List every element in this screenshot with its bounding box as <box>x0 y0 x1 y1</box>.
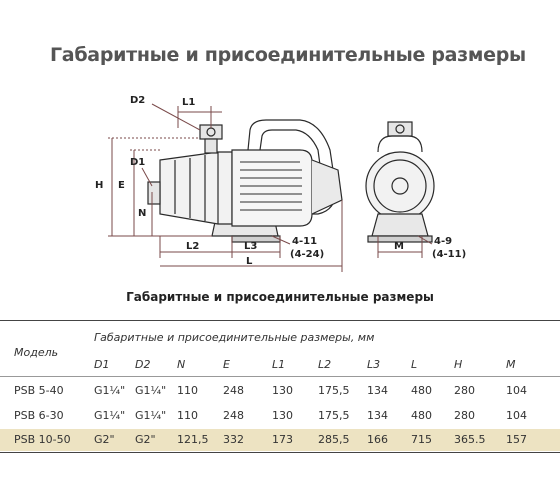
label-e: E <box>118 180 125 191</box>
page-title: Габаритные и присоединительные размеры <box>50 44 526 66</box>
label-l2: L2 <box>186 241 200 252</box>
fan-cover <box>312 160 342 214</box>
col-header-l: L <box>411 358 418 371</box>
model-header: Модель <box>14 346 59 359</box>
cell-l: 715 <box>411 433 432 446</box>
cell-d1: G1¼" <box>94 409 126 422</box>
col-header-l2: L2 <box>318 358 332 371</box>
cell-model: PSB 5-40 <box>14 384 64 397</box>
cell-l: 480 <box>411 409 432 422</box>
col-header-m: M <box>506 358 516 371</box>
cell-e: 248 <box>223 384 244 397</box>
label-hole-front-2: (4-11) <box>432 249 467 260</box>
cell-l1: 173 <box>272 433 293 446</box>
cell-d2: G1¼" <box>135 409 167 422</box>
table-column-header-row <box>0 358 560 374</box>
table-top-rule <box>0 320 560 321</box>
col-header-d2: D2 <box>135 358 151 371</box>
cell-n: 110 <box>177 384 198 397</box>
cell-m: 104 <box>506 384 527 397</box>
label-hole-front-1: 4-9 <box>434 236 453 247</box>
cell-e: 332 <box>223 433 244 446</box>
label-l1: L1 <box>182 97 196 108</box>
front-top-nozzle <box>388 122 412 136</box>
cell-l1: 130 <box>272 384 293 397</box>
cell-m: 157 <box>506 433 527 446</box>
col-header-l3: L3 <box>367 358 381 371</box>
label-m: M <box>394 241 404 252</box>
cell-l3: 134 <box>367 384 388 397</box>
cell-l2: 285,5 <box>318 433 350 446</box>
col-header-l1: L1 <box>272 358 286 371</box>
label-hole-side-2: (4-24) <box>290 249 325 260</box>
label-n: N <box>138 208 147 219</box>
col-header-n: N <box>177 358 186 371</box>
col-header-e: E <box>223 358 230 371</box>
cell-d2: G1¼" <box>135 384 167 397</box>
cell-l1: 130 <box>272 409 293 422</box>
cell-m: 104 <box>506 409 527 422</box>
col-header-d1: D1 <box>94 358 110 371</box>
cell-e: 248 <box>223 409 244 422</box>
table-row <box>0 409 560 425</box>
motor-body <box>232 150 312 226</box>
table-row <box>0 384 560 400</box>
col-header-h: H <box>454 358 463 371</box>
cell-h: 280 <box>454 384 475 397</box>
cell-d1: G2" <box>94 433 115 446</box>
suction-nozzle <box>148 182 160 204</box>
front-motor-circle <box>366 152 434 220</box>
label-h: H <box>95 180 104 191</box>
table-group-header-row <box>0 331 560 347</box>
label-d2: D2 <box>130 95 146 106</box>
label-hole-side-1: 4-11 <box>292 236 318 247</box>
cell-h: 365.5 <box>454 433 486 446</box>
cell-n: 110 <box>177 409 198 422</box>
cell-l3: 166 <box>367 433 388 446</box>
cell-l2: 175,5 <box>318 409 350 422</box>
cell-l2: 175,5 <box>318 384 350 397</box>
label-l3: L3 <box>244 241 258 252</box>
group-header: Габаритные и присоединительные размеры, мм <box>94 331 375 344</box>
cell-l: 480 <box>411 384 432 397</box>
label-d1: D1 <box>130 157 146 168</box>
table-row-highlighted <box>0 429 560 451</box>
table-header-rule <box>0 376 560 377</box>
front-base <box>372 214 428 236</box>
label-l: L <box>246 256 253 267</box>
cell-d1: G1¼" <box>94 384 126 397</box>
cell-model: PSB 10-50 <box>14 433 71 446</box>
cell-h: 280 <box>454 409 475 422</box>
pump-housing <box>160 152 232 224</box>
table-title: Габаритные и присоединительные размеры <box>126 290 434 304</box>
table-bottom-rule <box>0 452 560 453</box>
cell-model: PSB 6-30 <box>14 409 64 422</box>
cell-l3: 134 <box>367 409 388 422</box>
front-handle <box>378 136 422 152</box>
cell-d2: G2" <box>135 433 156 446</box>
cell-n: 121,5 <box>177 433 209 446</box>
